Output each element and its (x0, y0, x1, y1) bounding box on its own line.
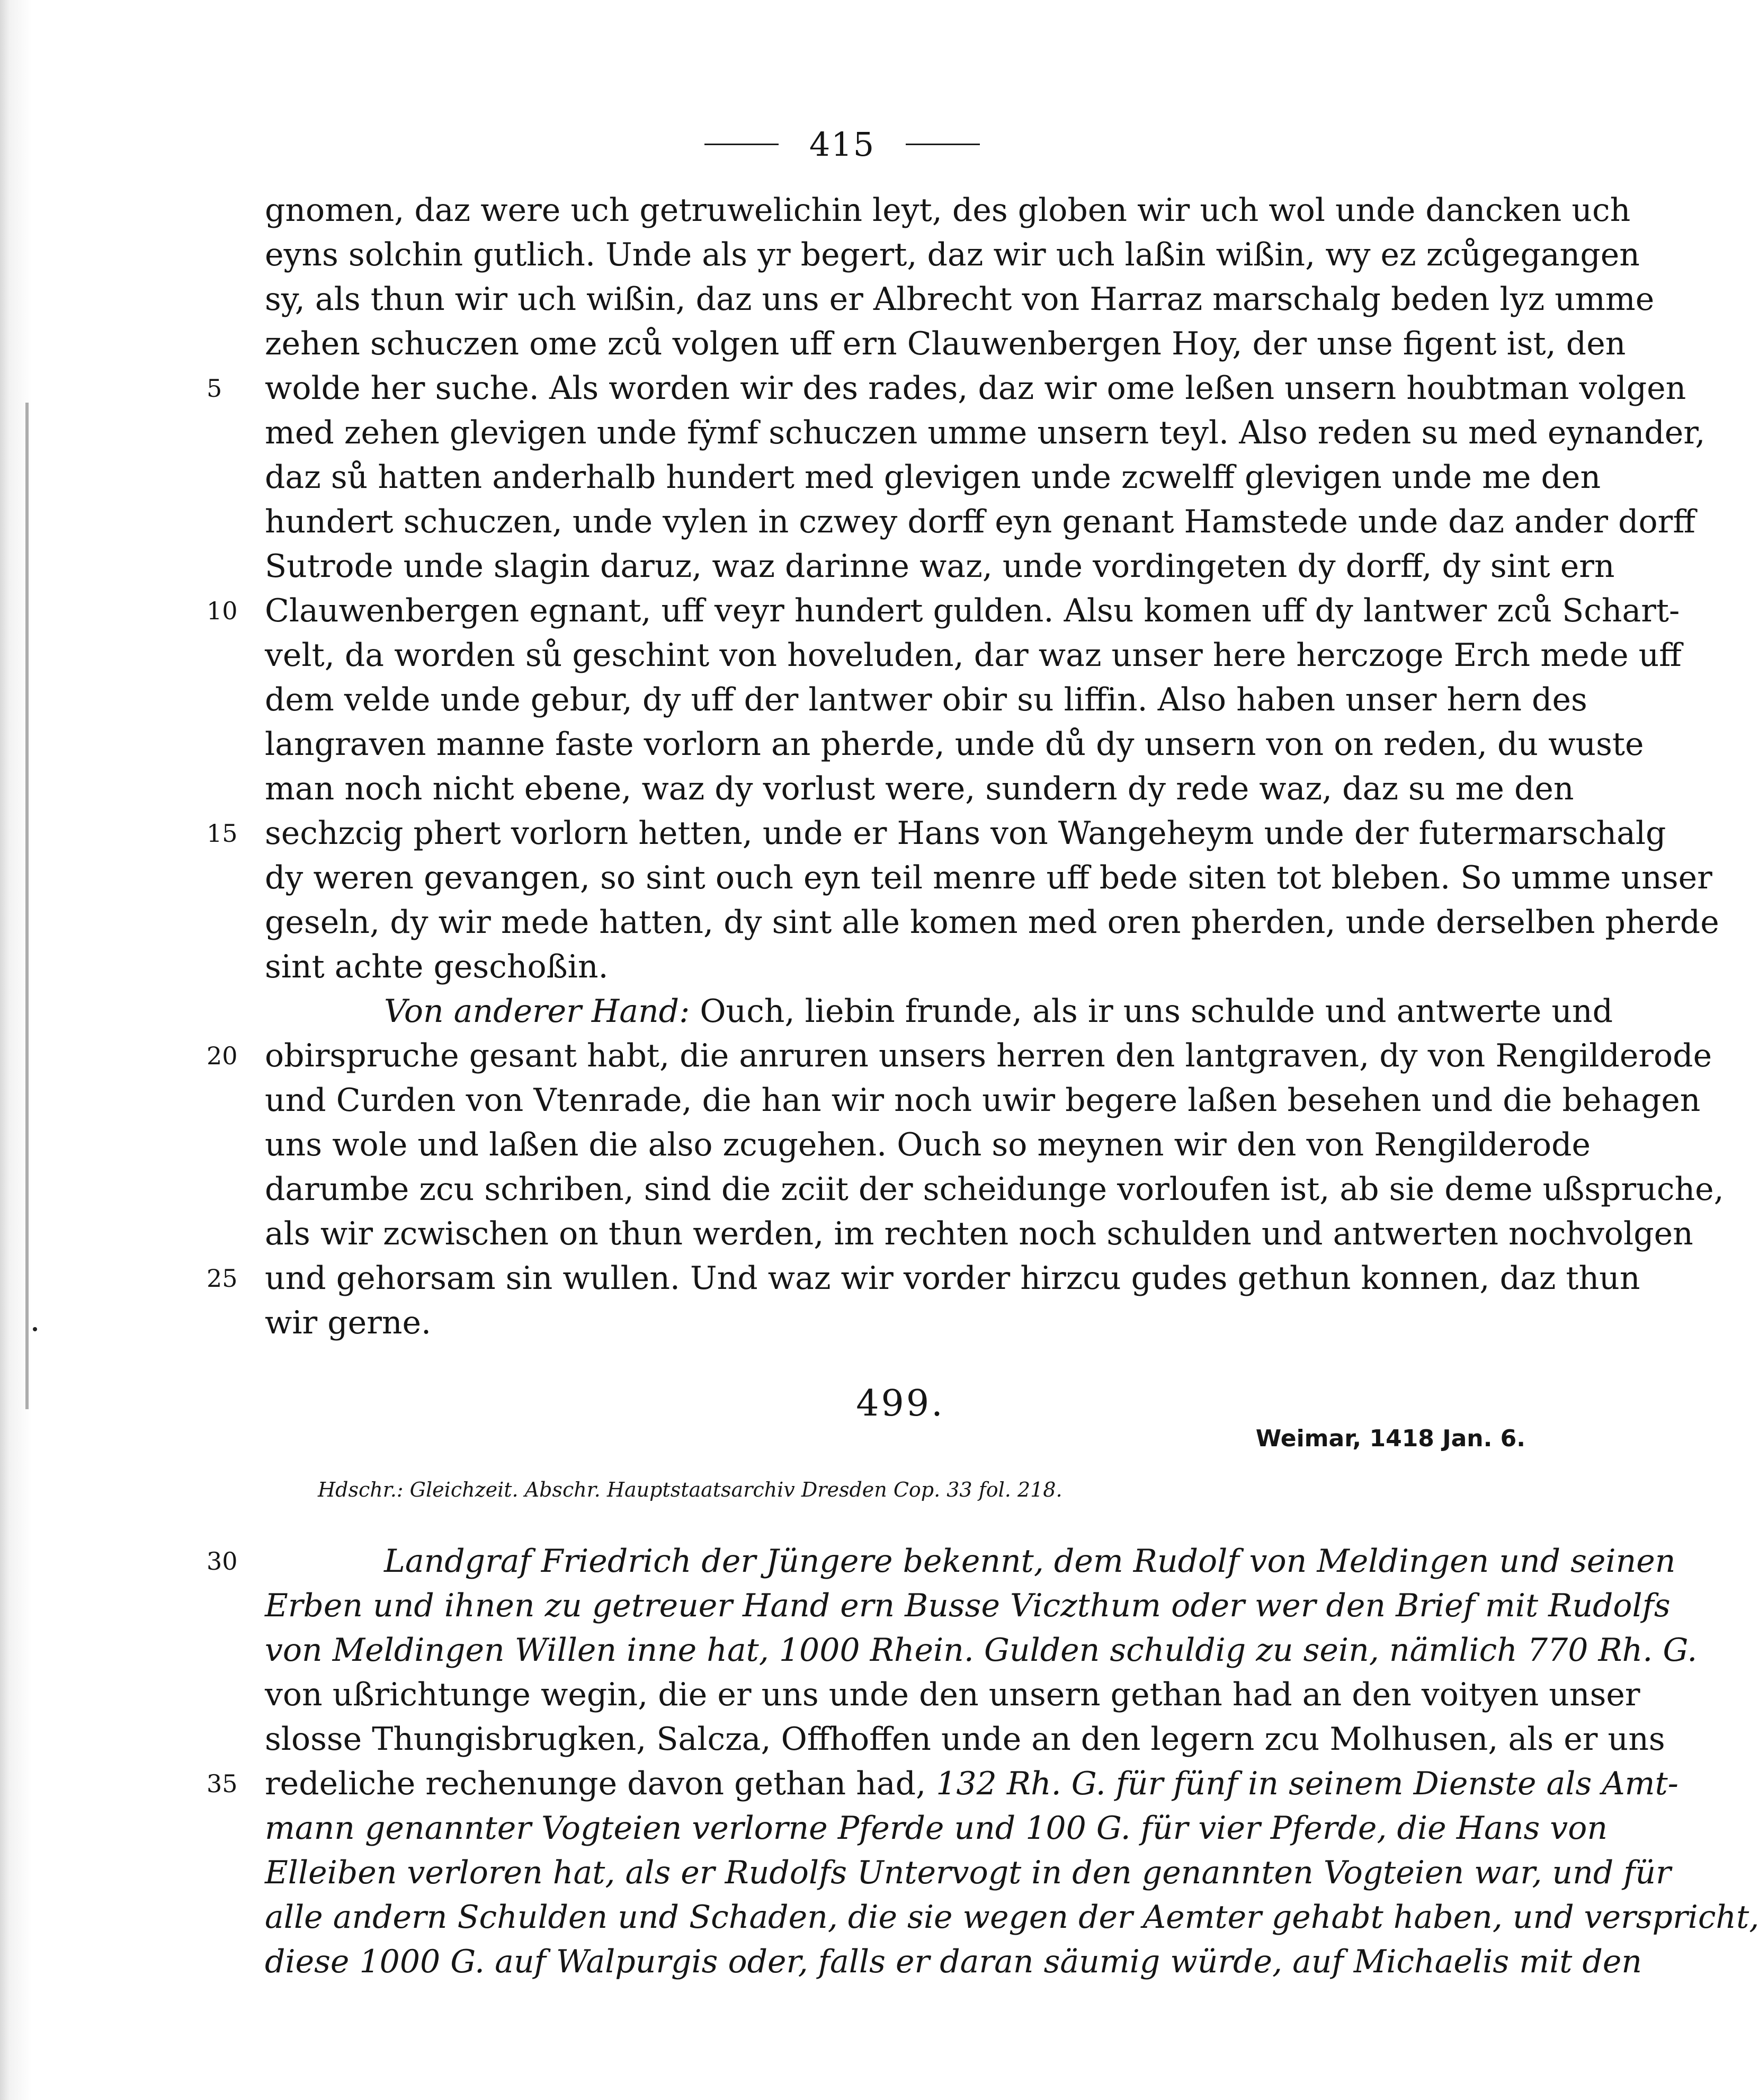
text-line (0, 322, 1626, 366)
text-line (0, 1301, 1612, 1345)
text-line (0, 1672, 1640, 1717)
line-text: alle andern Schulden und Schaden, die sie wegen der Aemter gehabt haben, und verspricht, (265, 1899, 1759, 1936)
text-line (0, 1167, 1724, 1212)
text-line (0, 722, 1644, 767)
line-number: 30 (207, 1547, 238, 1576)
line-text: sint achte geschoßin. (265, 948, 609, 985)
line-text: Elleiben verloren hat, als er Rudolfs Untervogt in den genannten Vogteien war, und für (265, 1854, 1671, 1891)
line-text: zehen schuczen ome zců volgen uff ern Clauwenbergen Hoy, der unse figent ist, den (265, 325, 1626, 362)
line-text (384, 989, 1613, 1034)
line-text: mann genannter Vogteien verlorne Pferde und 100 G. für vier Pferde, die Hans von (265, 1810, 1608, 1847)
running-head (657, 118, 1028, 171)
line-text: med zehen glevigen unde fẏmf schuczen umme unsern teyl. Also reden su med eynander, (265, 414, 1706, 451)
text-line (0, 1256, 1640, 1301)
text-line (0, 500, 1695, 544)
text-line (0, 767, 1612, 811)
line-text: dem velde unde gebur, dy uff der lantwer obir su liffin. Also haben unser hern des (265, 681, 1587, 718)
text-line (0, 1583, 1671, 1628)
text-line (0, 1850, 1671, 1895)
hand-note: Von anderer Hand: (384, 993, 690, 1030)
text-line (0, 1717, 1665, 1761)
text-line (0, 989, 1612, 1034)
line-text-roman: redeliche rechenunge davon gethan had, (265, 1765, 936, 1802)
text-line (0, 366, 1686, 411)
line-text: von Meldingen Willen inne hat, 1000 Rhein. Gulden schuldig zu sein, nämlich 770 Rh. G. (265, 1632, 1698, 1669)
line-text: geseln, dy wir mede hatten, dy sint alle komen med oren pherden, unde derselben pherde (265, 904, 1719, 941)
line-text: slosse Thungisbrugken, Salcza, Offhoffen unde an den legern zcu Molhusen, als er uns (265, 1721, 1665, 1758)
line-text: daz sů hatten anderhalb hundert med glevigen unde zcwelff glevigen unde me den (265, 459, 1601, 496)
line-text: dy weren gevangen, so sint ouch eyn teil menre uff bede siten tot bleben. So umme unser (265, 859, 1712, 896)
text-line (0, 1539, 1676, 1583)
text-line (0, 1212, 1693, 1256)
text-line (0, 455, 1612, 500)
text-line (0, 1078, 1701, 1123)
text-line (0, 1895, 1759, 1939)
text-line (0, 1939, 1642, 1984)
text-line (0, 544, 1615, 589)
line-text: und gehorsam sin wullen. Und waz wir vorder hirzcu gudes gethun konnen, daz thun (265, 1260, 1640, 1297)
text-line (0, 1123, 1612, 1167)
scan-speck (33, 1327, 37, 1331)
line-text: Landgraf Friedrich der Jüngere bekennt, dem Rudolf von Meldingen und seinen (384, 1543, 1676, 1580)
text-line (0, 188, 1631, 233)
line-text: wolde her suche. Als worden wir des rades, daz wir ome leßen unsern houbtman volgen (265, 370, 1686, 407)
text-line (0, 233, 1640, 277)
text-line (0, 1806, 1612, 1850)
text-line (0, 277, 1655, 322)
line-text (265, 1761, 1678, 1806)
line-text: man noch nicht ebene, waz dy vorlust were, sundern dy rede waz, daz su me den (265, 770, 1574, 807)
document-number: 499. (856, 1383, 945, 1425)
line-text: gnomen, daz were uch getruwelichin leyt, des globen wir uch wol unde dancken uch (265, 192, 1631, 229)
text-line (0, 678, 1612, 722)
line-text: und Curden von Vtenrade, die han wir noch uwir begere laßen besehen und die behagen (265, 1082, 1701, 1119)
line-number: 25 (207, 1264, 238, 1293)
running-head-right-rule (906, 144, 980, 145)
line-text: Sutrode unde slagin daruz, waz darinne waz, unde vordingeten dy dorff, dy sint ern (265, 548, 1615, 585)
text-line (0, 633, 1682, 678)
text-line (0, 411, 1706, 455)
running-head-left-rule (704, 144, 779, 145)
place-date: Weimar, 1418 Jan. 6. (1255, 1425, 1525, 1452)
page-number: 415 (809, 124, 876, 164)
text-line (0, 1761, 1678, 1806)
line-text: diese 1000 G. auf Walpurgis oder, falls er daran säumig würde, auf Michaelis mit den (265, 1943, 1642, 1980)
text-line (0, 900, 1719, 945)
line-text: Clauwenbergen egnant, uff veyr hundert gulden. Alsu komen uff dy lantwer zců Schart- (265, 592, 1680, 629)
line-text: wir gerne. (265, 1304, 432, 1341)
text-line (0, 1034, 1712, 1078)
line-text: darumbe zcu schriben, sind die zciit der scheidunge vorloufen ist, ab sie deme ußspruche, (265, 1171, 1724, 1208)
line-text: velt, da worden sů geschint von hoveluden, dar waz unser here herczoge Erch mede uff (265, 637, 1682, 674)
line-text: obirspruche gesant habt, die anruren unsers herren den lantgraven, dy von Rengilderode (265, 1037, 1712, 1074)
text-line (0, 945, 1612, 989)
line-text: sy, als thun wir uch wißin, daz uns er Albrecht von Harraz marschalg beden lyz umme (265, 281, 1655, 318)
text-line (0, 856, 1712, 900)
text-line (0, 1628, 1698, 1672)
line-number: 20 (207, 1042, 238, 1070)
line-text: hundert schuczen, unde vylen in czwey dorff eyn genant Hamstede unde daz ander dorff (265, 503, 1695, 540)
line-text: uns wole und laßen die also zcugehen. Ouch so meynen wir den von Rengilderode (265, 1126, 1591, 1163)
line-text: Erben und ihnen zu getreuer Hand ern Busse Viczthum oder wer den Brief mit Rudolfs (265, 1587, 1671, 1624)
line-number: 35 (207, 1769, 238, 1798)
source-note: Hdschr.: Gleichzeit. Abschr. Hauptstaatsarchiv Dresden Cop. 33 fol. 218. (318, 1478, 1062, 1501)
text-line (0, 811, 1666, 856)
line-text: eyns solchin gutlich. Unde als yr begert, daz wir uch laßin wißin, wy ez zcůgegangen (265, 236, 1640, 273)
line-number: 10 (207, 597, 238, 625)
line-number: 15 (207, 819, 238, 848)
text-line (0, 589, 1680, 633)
line-text-italic: 132 Rh. G. für fünf in seinem Dienste als Amt- (936, 1765, 1678, 1802)
line-number: 5 (207, 374, 222, 403)
line-text: sechzcig phert vorlorn hetten, unde er Hans von Wangeheym unde der futermarschalg (265, 815, 1666, 852)
line-text: als wir zcwischen on thun werden, im rechten noch schulden und antwerten nochvolgen (265, 1215, 1693, 1252)
line-text: von ußrichtunge wegin, die er uns unde den unsern gethan had an den voityen unser (265, 1676, 1640, 1713)
line-text-rest: Ouch, liebin frunde, als ir uns schulde und antwerte und (690, 993, 1613, 1030)
line-text: langraven manne faste vorlorn an pherde, unde dů dy unsern von on reden, du wuste (265, 726, 1644, 763)
